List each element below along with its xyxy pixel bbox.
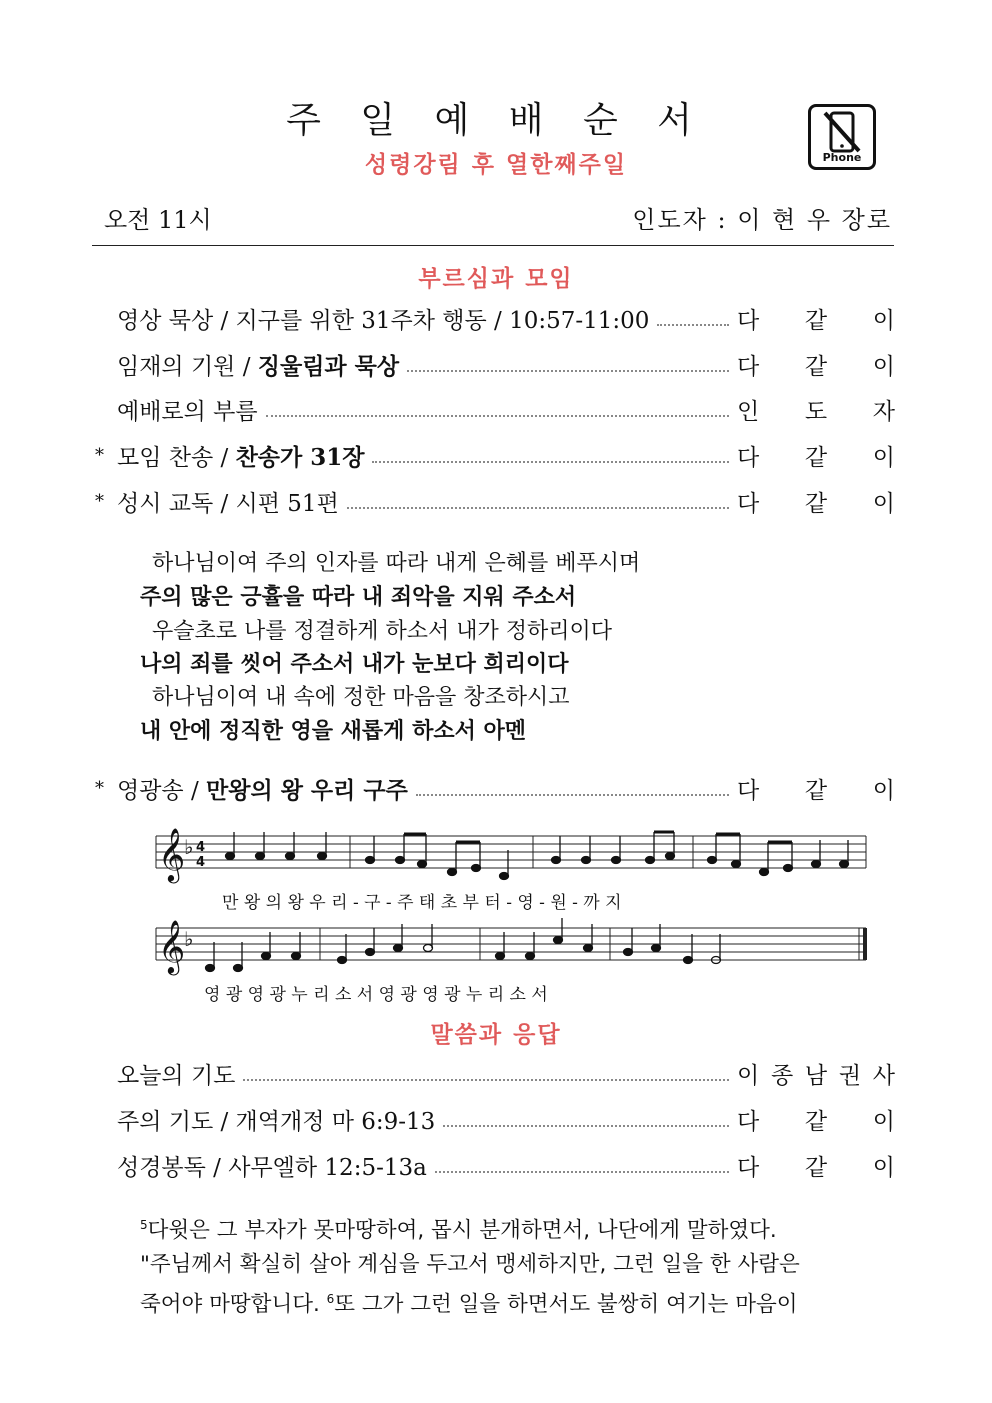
order-item-label: 임재의 기원 / 징울림과 묵상 (117, 352, 400, 380)
order-item-label: 영상 묵상 / 지구를 위한 31주차 행동 / 10:57-11:00 (117, 307, 650, 334)
svg-text:♭: ♭ (184, 927, 194, 951)
order-item-label: 주의 기도 / 개역개정 마 6:9-13 (117, 1108, 436, 1135)
leader-dots (657, 310, 729, 326)
leader-dots (266, 401, 729, 417)
order-item-gloria (95, 770, 895, 806)
scripture-passage (140, 1208, 880, 1322)
order-item-who: 이 종 남 권 사 (737, 1062, 895, 1089)
order-item-label: 모임 찬송 / 찬송가 31장 (117, 443, 365, 471)
star-marker: * (95, 490, 104, 512)
scripture-line: "주님께서 확실히 살아 계심을 두고서 맹세하지만, 그런 일을 한 사람은 (140, 1252, 800, 1278)
page-title: 주 일 예 배 순 서 (286, 100, 706, 141)
order-item-who: 다 같 이 (737, 1108, 895, 1135)
svg-text:♭: ♭ (184, 835, 194, 859)
order-item (95, 1055, 895, 1091)
leader-dots (416, 780, 729, 796)
psalm-line-response: 나의 죄를 씻어 주소서 내가 눈보다 희리이다 (140, 652, 569, 677)
svg-text:𝄞: 𝄞 (158, 919, 186, 973)
leader-dots (407, 356, 729, 372)
order-item-label: 오늘의 기도 (117, 1062, 236, 1089)
psalm-line-leader: 하나님이여 내 속에 정한 마음을 창조하시고 (152, 685, 570, 710)
scripture-line: $^5$다윗은 그 부자가 못마땅하여, 몹시 분개하면서, 나단에게 말하였다. (140, 1218, 777, 1244)
svg-text:4: 4 (196, 855, 206, 870)
header-divider (92, 245, 894, 246)
music-staff-2 (150, 918, 872, 984)
leader-dots (372, 447, 729, 463)
order-item (95, 437, 895, 473)
order-item (95, 483, 895, 519)
order-item-label: 영광송 / 만왕의 왕 우리 구주 (117, 776, 408, 804)
order-item (95, 346, 895, 382)
verse-number: 5 (140, 1218, 148, 1232)
order-item (95, 1147, 895, 1183)
leader-dots (443, 1111, 729, 1127)
psalm-line-response: 내 안에 정직한 영을 새롭게 하소서 아멘 (140, 719, 526, 744)
order-item-label: 예배로의 부름 (117, 398, 258, 425)
order-item-who: 다 같 이 (737, 490, 895, 517)
service-time: 오전 11시 (104, 206, 212, 234)
hymn-lyrics-line-2: 영 광 영 광 누 리 소 서 영 광 영 광 누 리 소 서 (204, 985, 548, 1005)
order-item-label: 성경봉독 / 사무엘하 12:5-13a (117, 1154, 427, 1181)
star-marker: * (95, 444, 104, 466)
order-item-who: 다 같 이 (737, 1154, 895, 1181)
svg-text:𝄞: 𝄞 (158, 827, 186, 881)
page-subtitle: 성령강림 후 열한째주일 (364, 152, 628, 178)
section-title-word: 말씀과 응답 (430, 1022, 562, 1048)
order-item-who: 다 같 이 (737, 444, 895, 471)
order-item-who: 다 같 이 (737, 307, 895, 334)
star-marker: * (95, 777, 104, 799)
psalm-line-leader: 하나님이여 주의 인자를 따라 내게 은혜를 베푸시며 (152, 551, 641, 576)
hymn-lyrics-line-1: 만 왕 의 왕 우 리 - 구 - 주 태 초 부 터 - 영 - 원 - 까 지 (222, 893, 622, 913)
order-item-who: 인 도 자 (737, 398, 895, 425)
service-leader: 인도자 : 이 현 우 장로 (632, 206, 892, 234)
leader-dots (243, 1065, 729, 1081)
phone-label: Phone (822, 151, 862, 164)
leader-dots (435, 1157, 729, 1173)
music-staff-1 (150, 826, 872, 892)
order-item (95, 391, 895, 427)
order-item-label: 성시 교독 / 시편 51편 (117, 490, 339, 517)
psalm-line-response: 주의 많은 긍휼을 따라 내 죄악을 지워 주소서 (140, 585, 577, 610)
psalm-line-leader: 우슬초로 나를 정결하게 하소서 내가 정하리이다 (152, 619, 613, 644)
no-phone-icon (808, 104, 876, 170)
order-item (95, 1101, 895, 1137)
svg-text:4: 4 (196, 840, 206, 855)
order-item-who: 다 같 이 (737, 777, 895, 804)
verse-number: 6 (326, 1292, 335, 1307)
order-item-who: 다 같 이 (737, 353, 895, 380)
scripture-line: 죽어야 마땅합니다. $^6$또 그가 그런 일을 하면서도 불쌍히 여기는 마음이 (140, 1292, 798, 1318)
leader-dots (347, 493, 729, 509)
section-title-gathering: 부르심과 모임 (418, 266, 574, 292)
order-item (95, 300, 895, 336)
